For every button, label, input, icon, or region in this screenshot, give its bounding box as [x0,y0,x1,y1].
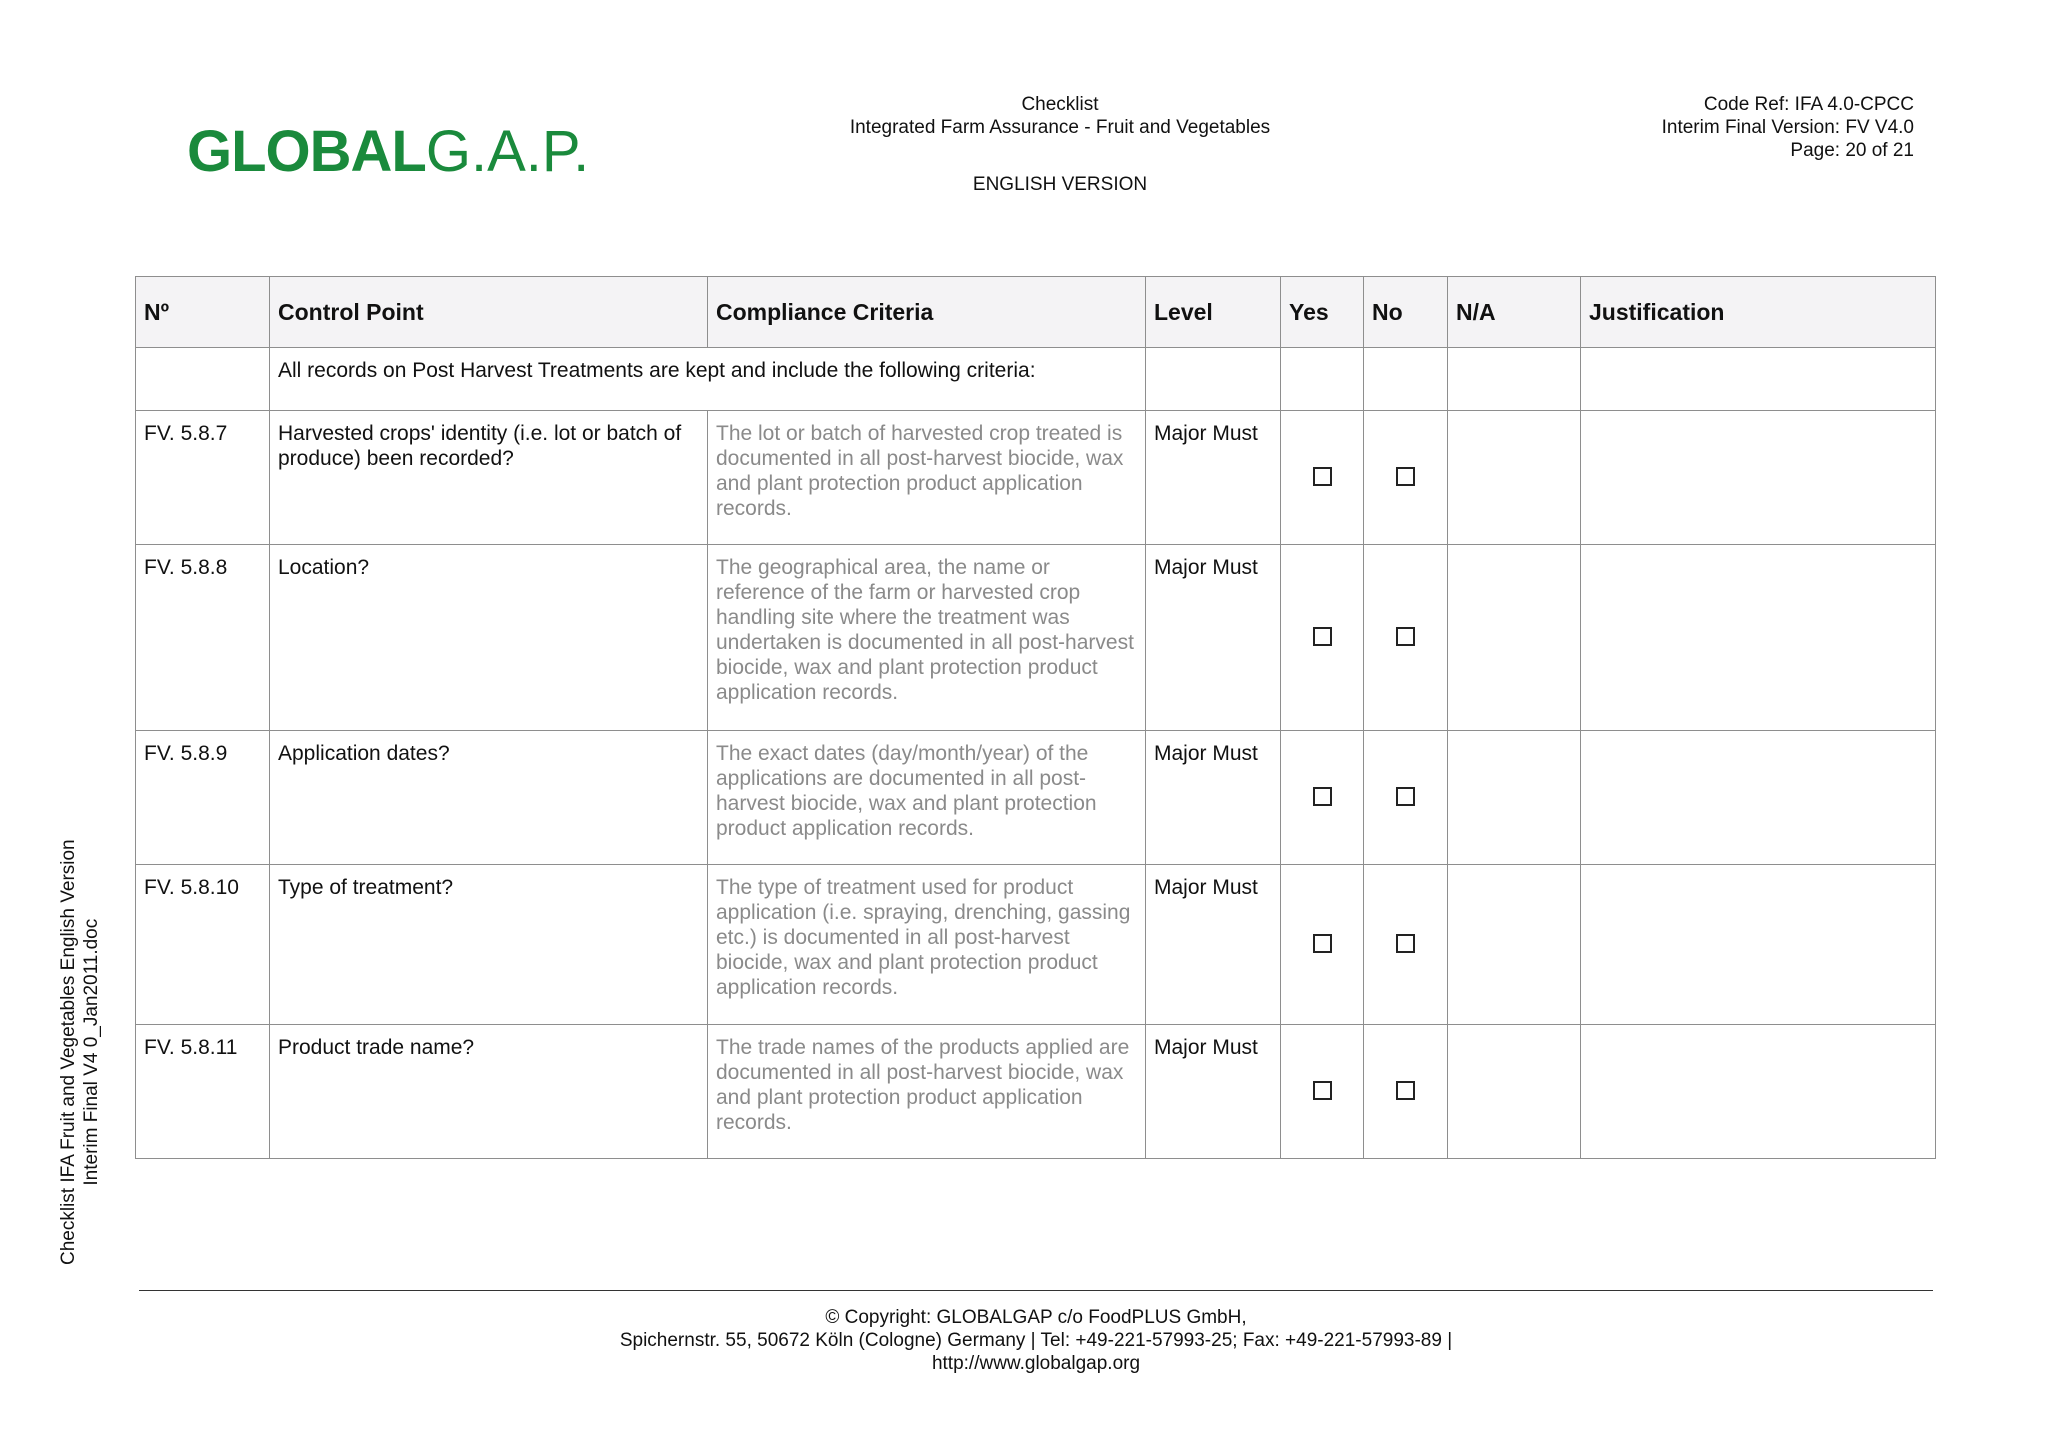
footer-divider [139,1290,1933,1291]
yes-checkbox[interactable] [1313,934,1332,953]
code-ref: Code Ref: IFA 4.0-CPCC [1703,94,1914,115]
header-subtitle: Integrated Farm Assurance - Fruit and Vegetables [849,117,1271,138]
justification-cell[interactable] [1581,1025,1936,1159]
col-header-na: N/A [1448,277,1581,348]
compliance-criteria: The exact dates (day/month/year) of the applications are documented in all post-harvest biocide, wax and plant protection product application records. [708,731,1146,865]
row-number: FV. 5.8.8 [136,545,270,731]
no-checkbox[interactable] [1396,467,1415,486]
compliance-criteria: The trade names of the products applied are documented in all post-harvest biocide, wax and plant protection product application records. [708,1025,1146,1159]
compliance-criteria: The geographical area, the name or reference of the farm or harvested crop handling site where the treatment was undertaken is documented in all post-harvest biocide, wax and plant protection product application records. [708,545,1146,731]
no-checkbox[interactable] [1396,787,1415,806]
page-number: Page: 20 of 21 [1790,140,1914,161]
yes-cell [1281,865,1364,1025]
col-header-no: Nº [136,277,270,348]
globalgap-logo [187,118,589,185]
control-point: Product trade name? [270,1025,708,1159]
table-row [136,731,1936,865]
document-footer [139,1306,1933,1375]
yes-checkbox[interactable] [1313,1081,1332,1100]
document-header-right [1662,93,1914,162]
col-header-yes: Yes [1281,277,1364,348]
control-point: Type of treatment? [270,865,708,1025]
row-number: FV. 5.8.9 [136,731,270,865]
no-cell [1364,1025,1448,1159]
col-header-compliance-criteria: Compliance Criteria [708,277,1146,348]
level: Major Must [1146,1025,1281,1159]
table-row [136,865,1936,1025]
yes-checkbox[interactable] [1313,627,1332,646]
interim-version: Interim Final Version: FV V4.0 [1661,117,1914,138]
logo-bold-text: GLOBAL [187,119,426,184]
logo-light-text: G.A.P. [425,119,590,184]
na-cell[interactable] [1448,865,1581,1025]
yes-cell [1281,411,1364,545]
justification-cell[interactable] [1581,545,1936,731]
footer-copyright: © Copyright: GLOBALGAP c/o FoodPLUS GmbH, [825,1307,1247,1328]
footer-address: Spichernstr. 55, 50672 Köln (Cologne) Germany | Tel: +49-221-57993-25; Fax: +49-221-57993-89 | [619,1330,1453,1351]
compliance-criteria: The lot or batch of harvested crop treated is documented in all post-harvest biocide, wax and plant protection product application records. [708,411,1146,545]
no-cell [1364,865,1448,1025]
no-cell [1364,545,1448,731]
row-number: FV. 5.8.10 [136,865,270,1025]
intro-row [136,348,1936,411]
na-cell[interactable] [1448,1025,1581,1159]
no-checkbox[interactable] [1396,627,1415,646]
level: Major Must [1146,411,1281,545]
no-checkbox[interactable] [1396,934,1415,953]
na-cell[interactable] [1448,545,1581,731]
col-header-control-point: Control Point [270,277,708,348]
yes-checkbox[interactable] [1313,787,1332,806]
yes-cell [1281,545,1364,731]
control-point: Location? [270,545,708,731]
table-row [136,545,1936,731]
yes-cell [1281,1025,1364,1159]
table-row [136,1025,1936,1159]
control-point: Application dates? [270,731,708,865]
checklist-table [135,276,1936,1159]
compliance-criteria: The type of treatment used for product application (i.e. spraying, drenching, gassing etc.) is documented in all post-harvest biocide, wax and plant protection product application records. [708,865,1146,1025]
col-header-no-answer: No [1364,277,1448,348]
yes-cell [1281,731,1364,865]
header-title: Checklist [1021,94,1099,115]
no-checkbox[interactable] [1396,1081,1415,1100]
side-filename-line2: Interim Final V4 0_Jan2011.doc [81,918,102,1186]
header-version-label: ENGLISH VERSION [972,174,1148,195]
side-filename-line1: Checklist IFA Fruit and Vegetables English Version [58,839,79,1265]
side-filename [57,839,103,1265]
document-header-center [760,93,1360,196]
intro-text: All records on Post Harvest Treatments are kept and include the following criteria: [270,348,1146,411]
level: Major Must [1146,731,1281,865]
row-number: FV. 5.8.7 [136,411,270,545]
na-cell[interactable] [1448,731,1581,865]
yes-checkbox[interactable] [1313,467,1332,486]
footer-url: http://www.globalgap.org [931,1353,1141,1374]
row-number: FV. 5.8.11 [136,1025,270,1159]
no-cell [1364,411,1448,545]
justification-cell[interactable] [1581,865,1936,1025]
col-header-justification: Justification [1581,277,1936,348]
table-row [136,411,1936,545]
justification-cell[interactable] [1581,411,1936,545]
justification-cell[interactable] [1581,731,1936,865]
col-header-level: Level [1146,277,1281,348]
control-point: Harvested crops' identity (i.e. lot or batch of produce) been recorded? [270,411,708,545]
level: Major Must [1146,545,1281,731]
table-header-row [136,277,1936,348]
na-cell[interactable] [1448,411,1581,545]
no-cell [1364,731,1448,865]
level: Major Must [1146,865,1281,1025]
